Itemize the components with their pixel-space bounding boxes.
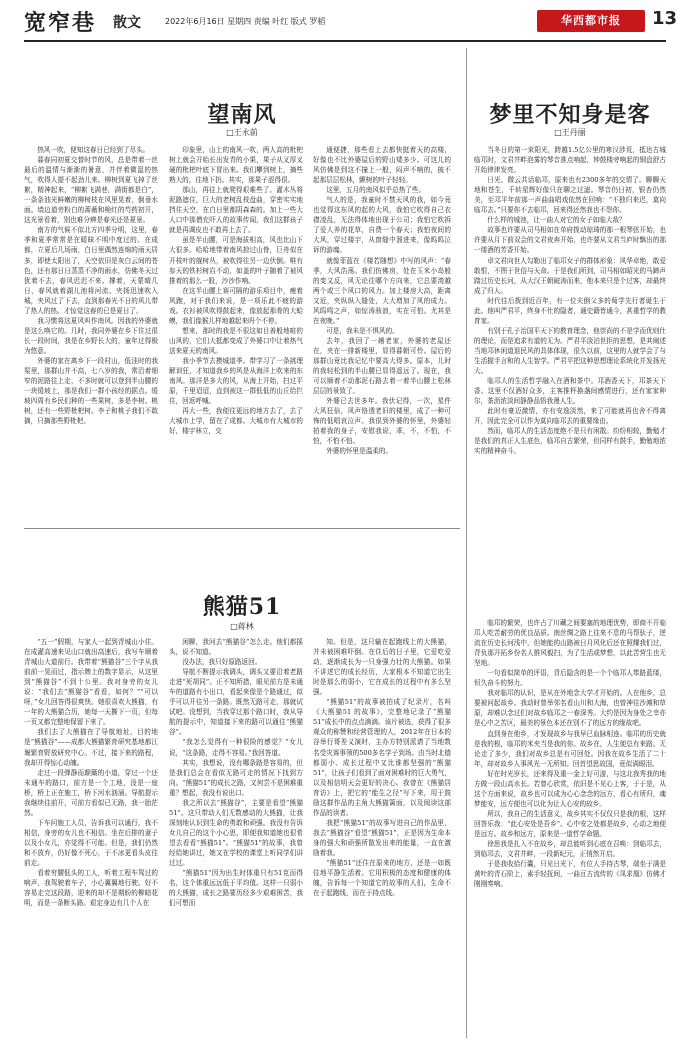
paragraph: 卓文君向世人勾勒出了临邛女子的群体形象：风华卓绝，敢爱敢恨，不图于世俗与天命。于是我们所到，司马相如昭光的马蹄声踏过历史长河，从大汉王朝破涛而来，他本来只是个过客，却最终成了归人。 xyxy=(474,256,666,295)
paragraph: 闲聊，我问去“熊猫谷”怎么走。他们都摇头，说不知道。 xyxy=(169,638,303,657)
header-rule xyxy=(24,40,666,42)
section-brand: 宽窄巷 xyxy=(24,10,97,36)
paragraph: 气人的是，我童时不禁天风的我，如今竟也觉得这东风的起的大风，我怕它吹得自己衣襟凌乱，无法得体地出现于公司；我怕它吹拆了爱人养的花草，自费一个春天；我怕夜间的大风，穿过楼宇，从窗缝中溜进来，像呜呜泣诉的游魂。 xyxy=(313,196,451,255)
paragraph: 我把“熊猫51”的故事写进自己的作品里，我去“熊猫谷”看望“熊猫51”，正是因为生命本身的强大和顽强所散发出来的能量，一直在激励着我。 xyxy=(313,818,451,857)
paragraph: 热风一吹，便知这春日已经到了尽头。 xyxy=(37,146,150,154)
paragraph: 当冬日的第一束阳光，跨越1.5亿公里的寒汉涉荒，抵达古城临邛时，文君井畔泡雾的琴音准点响起，钟鼓楼旁响起的钢盘舒古开始律律发亮。 xyxy=(474,146,666,175)
paragraph: 外婆的家在离乡下一段村山，低洼时的我渠里，那群山并不高，七八岁的我，常沿着细窄的泥路往上走，不多时就可以登到半山腰的一块缓坡上，那是我们一群小孩经的据点。缓坡四周有乡民们种的一些果树，多是李树、桃树，还有一些野枇杷树。李子和桃子我们不敢摘，只摘那些野枇杷。 xyxy=(24,356,158,426)
paragraph: 我之所以去“熊猫谷”，主要是看望“熊猫51”。这只带动人们无数感动的大熊猫，让我深刻地认识到生命的勇敢和顽强。我没有告诉女儿自己的这个小心思，即便我知道她也很希望去看看“熊猫51”。“熊猫51”的故事，我曾经给她讲过，她又在学校的课堂上听同学们讲过过。 xyxy=(169,798,303,868)
paragraph: 于是我收拾行囊，只见日光下，有位人手持古琴，端坐于满是黄叶的青石阶上，素手轻抚间，一曲亘古流传的《凤求凰》仿佛才刚刚奏响。 xyxy=(474,860,666,889)
paragraph: 知。但是，这只输在起跑线上的大熊猫，并未被困难吓倒。在住后的日子里，它爱吃爱动，逐渐成长为一只身强力壮的大熊猫。如果不讲述它的成长经历，大家根本不知道它出生时是那么的弱小，它在成长的过程中有多么坚强。 xyxy=(313,638,451,697)
paragraph: “熊猫51”因为出生时体重只有51克而得名，这个体重远远低于平均值。这样一只弱小的大熊猫，成长之路要历经多少艰难困苦，我们可想而 xyxy=(169,869,303,908)
article-byline: □王永前 xyxy=(226,128,258,137)
paragraph: 临邛人的生活哲学融入在酒和茶中。邛酒香天下，邛茶天下香。这里不仅酒好众多，主客推杯换盏间感情进行，还有家家种尔，茶沥浓淡间静静品悟我漫人生。 xyxy=(474,377,666,406)
paragraph: 南方的气候不似北方四季分明，这里，春季和夏季常常是在暖昧不明中度过的。在成都，立夏后几场雨，白日里偶然连绵的雨天居多，即使太阳出了，天空依旧是灰白云间的苍色，还有那日日蒸蒸不净的雨水，仿佛冬天过犹着不去，春风迟迟不来。撑着，天蒙晴几日，春风就着湖儿池将河流、夹扬迅速吹入城，夹风过了下去，直到那春光不日的风儿带了热人的热。才惊觉这春的已是夏日了。 xyxy=(24,226,158,315)
article-column xyxy=(474,618,666,1038)
paragraph: 日光、微云共话临邛，原来也有2300多年的交情了。聊聊天地和苍生，千转星辉好像只在聊之过滤。琴音仍日初，银杏仍然美，至邛平年前那一声曲曲唱戏依然在回响：“不独归来迟，莫向临邛去。”只要你不去临邛，回来得还然我也不怨你。 xyxy=(474,176,666,215)
article-column xyxy=(169,145,303,515)
paragraph: 故事也许要从司马相如在单府拨动琼琦的那一根琴弦开始，也许要从月下前双会的文君夜奔开始，也许要从文君当庐时飘出的那一缕酒的芳香开始。 xyxy=(474,226,666,255)
paragraph: 什么样的城池，让一曲人对它的女子如临大敌？ xyxy=(487,216,626,225)
article-column xyxy=(24,145,158,515)
newspaper-name: 华西都市报 xyxy=(537,10,645,32)
paragraph: 徐思我是扎入不在故乡，却总能听到心底在召唤：到临邛去，到临邛去，文君井畔，一段新纪元，正悄然开启。 xyxy=(474,840,666,859)
article-byline: □蒋林 xyxy=(230,622,254,631)
article-byline: □王丹丽 xyxy=(554,128,586,137)
paragraph: 导航不断提示我调头，调头又要沿着老路走进“死胡同”。正不知所措，眼见前方是未通车的道路有小出口，看起来像是个路通过，似乎可以开往另一条路。既然无路可走，那就试试吧。没想到，当我穿过那个路口时，我从导航的提示中，知道接下来的路可以通往“熊猫谷”。 xyxy=(169,668,303,737)
paragraph: 就像菲蓝在《楼若随想》中写的风声：“春季，大风浩荡。我们仿佛房，处在玉米小岛般的变又反，风无论往哪个方向来，它总要湾越两个或三个风口的风力。加上楼房大高，距离又近，夹纵纵入缝处，大大增加了风的成力。风呜鸣之声，如惊涛骇浪，实在可怕。尤其是在夜晚。” xyxy=(313,256,451,325)
paragraph: 走过一段弹静而颠簸的小道，穿过一个还未通车的路口，前方是一个工地，没是一座桥，桥上正在施工，桥下河水汹涌。导航提示我继续往前开，可前方看似已无路，我一胎茫然。 xyxy=(24,768,158,817)
article-column xyxy=(313,637,451,1037)
article-column xyxy=(313,145,451,515)
paragraph: 有别于孔子治国平天下的教育理念，他崇尚的不是学而优则仕的理论，而是追求有道的无为。严君平淡泊世拒的思想，是其阐述当地邛休闲道退民风的具体体现，很久以前，这里的人就学会了与生活握手言和的人生智学。严君平把这种思想理论系统化并发扬光大。 xyxy=(474,326,666,376)
paragraph: 时代往后拨到近百年，有一位夫倒父多的萄学先行者诞生于此。他叫严君平，终身不仕的隐者，通史籍皆通今，甚重哲学的教育家。 xyxy=(474,296,666,325)
paragraph: 下车问施工人员，告诉我可以通行，我不相信，身旁的女儿也不相信。坐在后排的妻子以及小女儿，亦觉得不可能。但是，我们仍然和不放弃，仍好像不死心，于不冰更看头皮往前走。 xyxy=(24,818,158,868)
paragraph: 这里，五月的南风似乎总热了些。 xyxy=(326,186,426,195)
paragraph: 没办法，我只好原路返回。 xyxy=(182,658,262,667)
paragraph: 此时有豪迈激情，亦有安逸淡然，来了可能就再也舍不得离开，因此完全可以作为莫向临邛去的重要缘由。 xyxy=(474,407,666,426)
article-title: 梦里不知身是客 xyxy=(489,102,651,128)
article-column xyxy=(474,145,666,615)
paragraph: 一句看似简单的评语，背后隐含的是一个个临邛人筚路蓝缕，恒久奋斗的努力。 xyxy=(474,669,666,688)
paragraph: 我们去了大熊猫在了导航地址，目的地是“熊猫谷”——成都大熊猫繁育研究基地都江堰繁育野放研究中心。不过，接下来的路程，我却开得惊心动魄。 xyxy=(24,728,158,767)
paragraph: 直到身在他乡，才发现故乡与我早已血脉相连。临邛的历史就是我的根，临邛的米夹当是我的你。故乡在，人生便总有来路。无论走了多少，我们对故乡总是有可回处。因我在故乡生活了二十年，却对故乡人事风光一无所知。回首望思故国，竟似满眼泪。 xyxy=(474,729,666,768)
article-divider xyxy=(24,528,460,529)
paragraph: 我习惯将这夏风叫作南风。因我的外婆就是这么唤它的。几时，我同外婆在乡下住过很长一段时间，我是在乡野长大的，童年过得极为悠意。 xyxy=(24,316,158,355)
page-number: 13 xyxy=(652,8,678,29)
paragraph: 通便捷，那些看上去都快挺着天的高楼，好像也不比外婆屋后的野山矮多少。可这儿的风仿佛是到这不撞上一般，闷声不响的，披不起那层层松林，颤树的叶子轻轻。 xyxy=(313,146,451,185)
column-divider xyxy=(466,48,467,1038)
paragraph: 去年，我回了一趟老家，外婆的老屋还在，夹在一排新楼里，显得暮朝可怜。屋后的那群山竟比我记忆中要高大得多。原本，儿时的我轻松到的半山腰已显得遥远了。现在，我可以顺着不动那泥石路去着一着半山腰上松林层层的景致了。 xyxy=(313,336,451,396)
date-line: 2022年6月16日 星期四 责编 叶红 版式 罗稻 xyxy=(165,17,326,26)
paragraph: 在这半山腰上赛可隔的游乐项目中，瘦着风跑，对于我们来说，是一项乐此不疲的游戏。衣衫被风吹得鼓起来，像放起那骨的大蛤蟆，我们像猴儿样地越起来吗个不停。 xyxy=(169,286,303,325)
article-column xyxy=(169,637,303,1037)
paragraph: 我小季节去摸城道季。带学习了一条挑理解训狂，才知道我乡的风是从海洋上吹来的东南风。那洋是多大的风，从海上开始，扫过平原，千里迢迢，直到被这一群低低的山丘给拦住，回返呼喊。 xyxy=(169,356,303,406)
paragraph: “熊猫51”的故事被拍成了纪录片，名叫《大熊猫51 的故事》，完整地记录了“熊猫51”成长中的点点滴滴。该片被选，获得了很多观众的称赞和经营管理的人，2012年在日本的谷举行哥差义演时，主办方特别派请了当地数名受灾赛事领的500多名学子到场。由当时北德都弱小、成长过程中又比谁都坚强的“熊猫51”，让孩子们看到了面对困难时的巨大勇气，以及相信明天会更好的决心。我曾在《熊猫居育访》上，把它的“能生之径”写下来，用于鼓励这群作品的主角大熊猫篱面，以及阅读这部作品的读者。 xyxy=(313,698,451,817)
paragraph: 我对临邛的认识，是从在外地念大学才开始的。人在他乡，总要被问起故乡。我动时曾举邻名看山川和大海，也曾神往沙滩和草原，却难以念过们对故乡临邛之一春深秀。大约是因为身处之幸亦是心中之苦区，最美的景色本还在别不了的远方的缘故吧。 xyxy=(474,689,666,728)
section-label: 散文 xyxy=(113,15,141,31)
paragraph: 然而，临邛人的生活态度绝不是只有闲散。纷纷相较，勤勉才是我们的真正人生底色，临邛自古繁荣，但同样有鼓手，勤勉地浓实的精神奋斗。 xyxy=(474,427,666,456)
paragraph: “熊猫51”还住在原来的地方，还是一如既往地平静生活着。它用积极的态度和健康的体魄，告诉每一个知道它的故事的人们，生命不在于起跑线，而在于持点线。 xyxy=(313,859,451,898)
page-header xyxy=(0,0,690,40)
paragraph: 想来，那时的我是不很这如目善般地喧的山风的，它们大抵都变成了外婆口中让着热气送来夏天的南风。 xyxy=(169,326,303,355)
paragraph: 可是，我未是不惧风的。 xyxy=(326,326,399,335)
paragraph: 好在时光岁长，还来得及重一金上好可游，与这北我秀我的地方做一段山高水长。若曾心欣赏，依旧是不见心上客，于于是，从这个方面来说，故乡也可以成为心心念念的远方，看心有所归，魂梦能安，远方便也可以化为让人心安的故乡。 xyxy=(474,769,666,808)
paragraph: 虽是半山腰，可是海拔相高，风也比山下大很多。哈哈地带着南风掠过山脊，巨舟似在开枝叶的舰树丛，被吹得往另一边伏倒。唯有参天的铁杉树岿不动，如盖的叶子随着了被风推着的那么一股，沙沙作响。 xyxy=(169,236,303,285)
paragraph: 所以，我自己的生活意义，故乡其实不仅仅只是我的根，这样回答乐我：“此心安处是吾乡”。心中安之处都是故乡，心动之地便是远方。故乡和远方，原来是一道哲学命题。 xyxy=(474,809,666,838)
paragraph: 外婆已去世多年。我伏记得，一次，星件大风狂倍，风声铬透老旧的楼里，成了一种可怖的低唱哀泣声。我很到外婆的怀里，外婆轻拍着我的身子，安慰我说，乖，不，不怕，不怕，不怕不怕。 xyxy=(313,397,451,446)
article-title: 熊猫51 xyxy=(202,594,282,620)
paragraph: 外婆的怀里是温柔的。 xyxy=(326,447,393,456)
paragraph: “我怎么觉得有一种很险的感觉？”女儿说，“这条路，走得不容易。”我回答道。 xyxy=(169,738,303,757)
paragraph: 那山，再往上就爬得艰难些了。灌木丛将泥路遮住，巨大的老树乱枝盘曲，穿密实实地挡住天空，在白日里都阴森森的。加上一些大人口中那僧充吓人的故事传闻，我们这群孩子就是再调皮也不敢再上去了。 xyxy=(169,186,303,235)
article-column xyxy=(24,637,158,1037)
paragraph: “五一”假期，与家人一起到青城山小住。在成灌高速来见山口就出高速后，我写车顺着青城山大道前行。我带着“熊猫谷”三个字从我前前一晃而过，指示牌上的数字显示，从这里到“熊猫谷”不到十公里。我对身旁的女儿说：“我们去“熊猫谷”看看，如何？”“可以呀，”女儿回答得很爽快。她很喜欢大熊猫，有一年的大熊猫合历，她每一天撕下一页，但每一页又都完整地保留下来了。 xyxy=(24,638,158,727)
paragraph: 印象里，山上的南风一吹，两人高的枇杷树上就会开始长出发青的小果，果子从叉厚叉硬的枇杷叶底下冒出来。我们攀到树上，摘些熟大的，往地下扔。其实，那果子涩得很。 xyxy=(169,146,303,185)
paragraph: 临邛的繁荣，也许占了川藏之间要塞的地理优势，即商不开临邛人吃苦耐劳的优良品质。南丝绸之路上往来不息的马帮驮子，逆流在历史长河浅中，但她能的山路被日月风化后还在照耀我们过，背负那开拓乡份名人推风毅扫，为了生活或梦想，以此苦营生也无坚地。 xyxy=(474,619,666,668)
paragraph: 其实，我想说，没有哪条路是容易的，但是我们总会在看似无路可走的情况下找到方向。“熊猫51”的成长之路，又何尝不是困难重重？想起，我没有说出口。 xyxy=(169,758,303,797)
paragraph: 再大一些，我便往更远的地方去了，去了大城市上学，留在了成都。大城市有大城市的好，楼宇林立，交 xyxy=(169,407,303,436)
paragraph: 看着穷腰低头的工人，听着工程车驾过的响声，我驾驶着车子，小心翼翼地行驶。好不容易走完这段路，迎来的却不是期盼的柳暗花明，而是一条断头路。艰定身边有几个人在 xyxy=(24,869,158,908)
paragraph: 暮春同初夏交替时节的风，总是带着一丝最后的温情与渐渐的暑意，并伴着微湿的热气，吹得人提不起劲儿来。柳树到夏飞掉了丝絮，精神起来，“柳絮飞满巷，满街都是白”，一条条油光鲜嫩的柳树枝在风里晃着，倒垂水面。墙边道旁粉白的蔷薇和桅红的芍药初开，这光景看着，别也难分辨是春光还是夏景。 xyxy=(24,156,158,225)
article-title: 望南风 xyxy=(207,102,277,128)
